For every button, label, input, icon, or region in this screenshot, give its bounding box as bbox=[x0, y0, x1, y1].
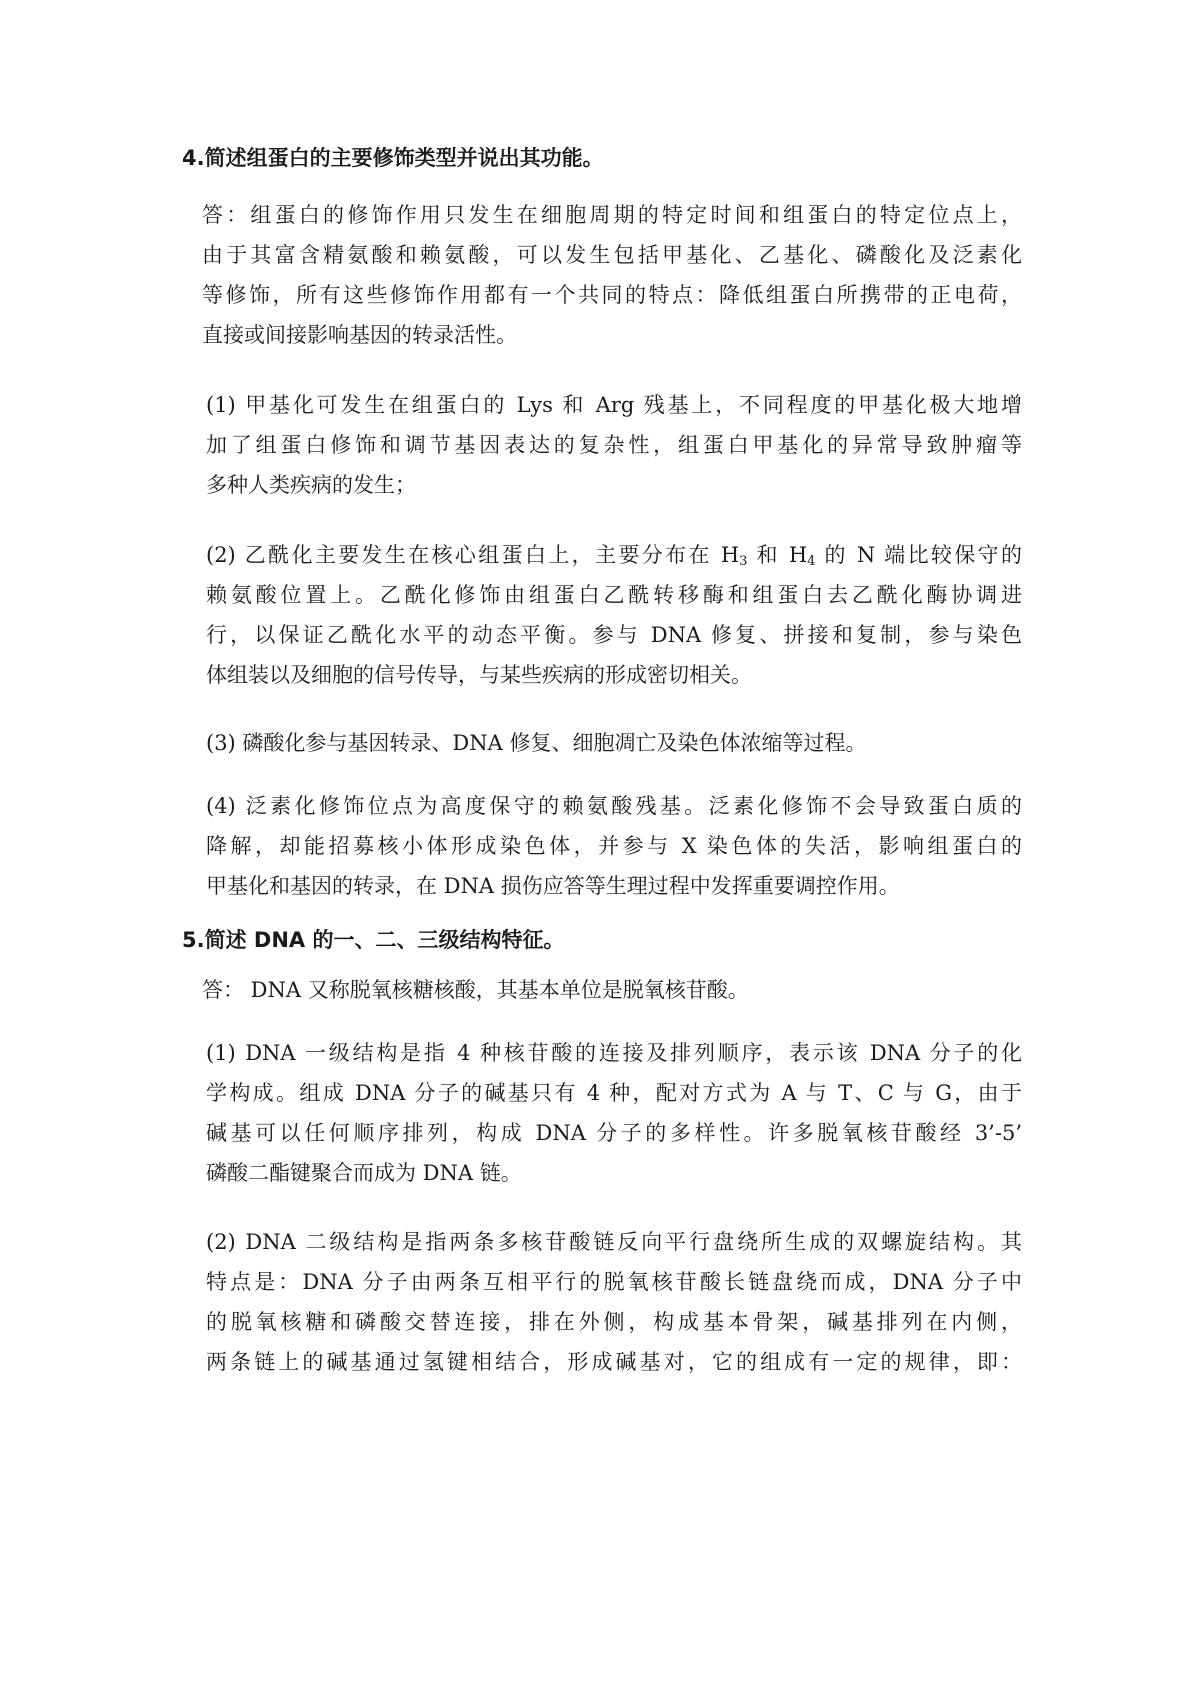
text-segment: 的 N 端比较保守的 bbox=[815, 543, 1022, 567]
text-line: (2) DNA 二级结构是指两条多核苷酸链反向平行盘绕所生成的双螺旋结构。其 bbox=[206, 1230, 1022, 1254]
text-line: (4) 泛素化修饰位点为高度保守的赖氨酸残基。泛素化修饰不会导致蛋白质的 bbox=[206, 794, 1022, 818]
question-4-item-2 bbox=[206, 535, 1022, 695]
text-line: 多种人类疾病的发生； bbox=[206, 473, 416, 497]
question-5-title: 5.简述 DNA 的一、二、三级结构特征。 bbox=[182, 928, 565, 952]
subscript: 4 bbox=[807, 554, 816, 569]
subscript: 3 bbox=[739, 554, 748, 569]
text-line: 答： DNA 又称脱氧核糖核酸，其基本单位是脱氧核苷酸。 bbox=[202, 978, 749, 1002]
text-line: 两条链上的碱基通过氢键相结合，形成碱基对，它的组成有一定的规律，即： bbox=[206, 1350, 1022, 1374]
text-line: 等修饰，所有这些修饰作用都有一个共同的特点：降低组蛋白所携带的正电荷， bbox=[202, 283, 1022, 307]
text-line: 磷酸二酯键聚合而成为 DNA 链。 bbox=[206, 1161, 522, 1185]
question-4-item-4 bbox=[206, 786, 1022, 906]
question-4-title: 4.简述组蛋白的主要修饰类型并说出其功能。 bbox=[182, 146, 604, 170]
text-line: (1) DNA 一级结构是指 4 种核苷酸的连接及排列顺序，表示该 DNA 分子的化 bbox=[206, 1041, 1022, 1065]
text-line: 的脱氧核糖和磷酸交替连接，排在外侧，构成基本骨架，碱基排列在内侧， bbox=[206, 1310, 1022, 1334]
text-segment: 和 H bbox=[747, 543, 808, 567]
question-5-item-1 bbox=[206, 1033, 1022, 1193]
text-line: 特点是：DNA 分子由两条互相平行的脱氧核苷酸长链盘绕而成，DNA 分子中 bbox=[206, 1270, 1022, 1294]
text-line: 学构成。组成 DNA 分子的碱基只有 4 种，配对方式为 A 与 T、C 与 G，由于 bbox=[206, 1081, 1022, 1105]
text-line: 直接或间接影响基因的转录活性。 bbox=[202, 323, 517, 347]
text-line: (1) 甲基化可发生在组蛋白的 Lys 和 Arg 残基上，不同程度的甲基化极大地增 bbox=[206, 393, 1022, 417]
text-line: 加了组蛋白修饰和调节基因表达的复杂性，组蛋白甲基化的异常导致肿瘤等 bbox=[206, 433, 1022, 457]
question-4-answer bbox=[202, 195, 1022, 355]
question-5-item-2 bbox=[206, 1222, 1022, 1382]
text-line: 降解，却能招募核小体形成染色体，并参与 X 染色体的失活，影响组蛋白的 bbox=[206, 834, 1022, 858]
question-4-item-1 bbox=[206, 385, 1022, 505]
text-line: (3) 磷酸化参与基因转录、DNA 修复、细胞凋亡及染色体浓缩等过程。 bbox=[206, 731, 867, 755]
question-4-item-3 bbox=[206, 723, 1022, 763]
text-line: 碱基可以任何顺序排列，构成 DNA 分子的多样性。许多脱氧核苷酸经 3’-5’ bbox=[206, 1121, 1022, 1145]
text-segment: (2) 乙酰化主要发生在核心组蛋白上，主要分布在 H bbox=[206, 543, 740, 567]
text-line: 赖氨酸位置上。乙酰化修饰由组蛋白乙酰转移酶和组蛋白去乙酰化酶协调进 bbox=[206, 583, 1022, 607]
text-line: 行，以保证乙酰化水平的动态平衡。参与 DNA 修复、拼接和复制，参与染色 bbox=[206, 623, 1022, 647]
text-line: 甲基化和基因的转录，在 DNA 损伤应答等生理过程中发挥重要调控作用。 bbox=[206, 874, 900, 898]
text-line: 由于其富含精氨酸和赖氨酸，可以发生包括甲基化、乙基化、磷酸化及泛素化 bbox=[202, 243, 1022, 267]
question-5-answer bbox=[202, 970, 1022, 1010]
text-line: 体组装以及细胞的信号传导，与某些疾病的形成密切相关。 bbox=[206, 663, 752, 687]
text-line bbox=[206, 535, 1022, 575]
text-line: 答：组蛋白的修饰作用只发生在细胞周期的特定时间和组蛋白的特定位点上， bbox=[202, 203, 1022, 227]
